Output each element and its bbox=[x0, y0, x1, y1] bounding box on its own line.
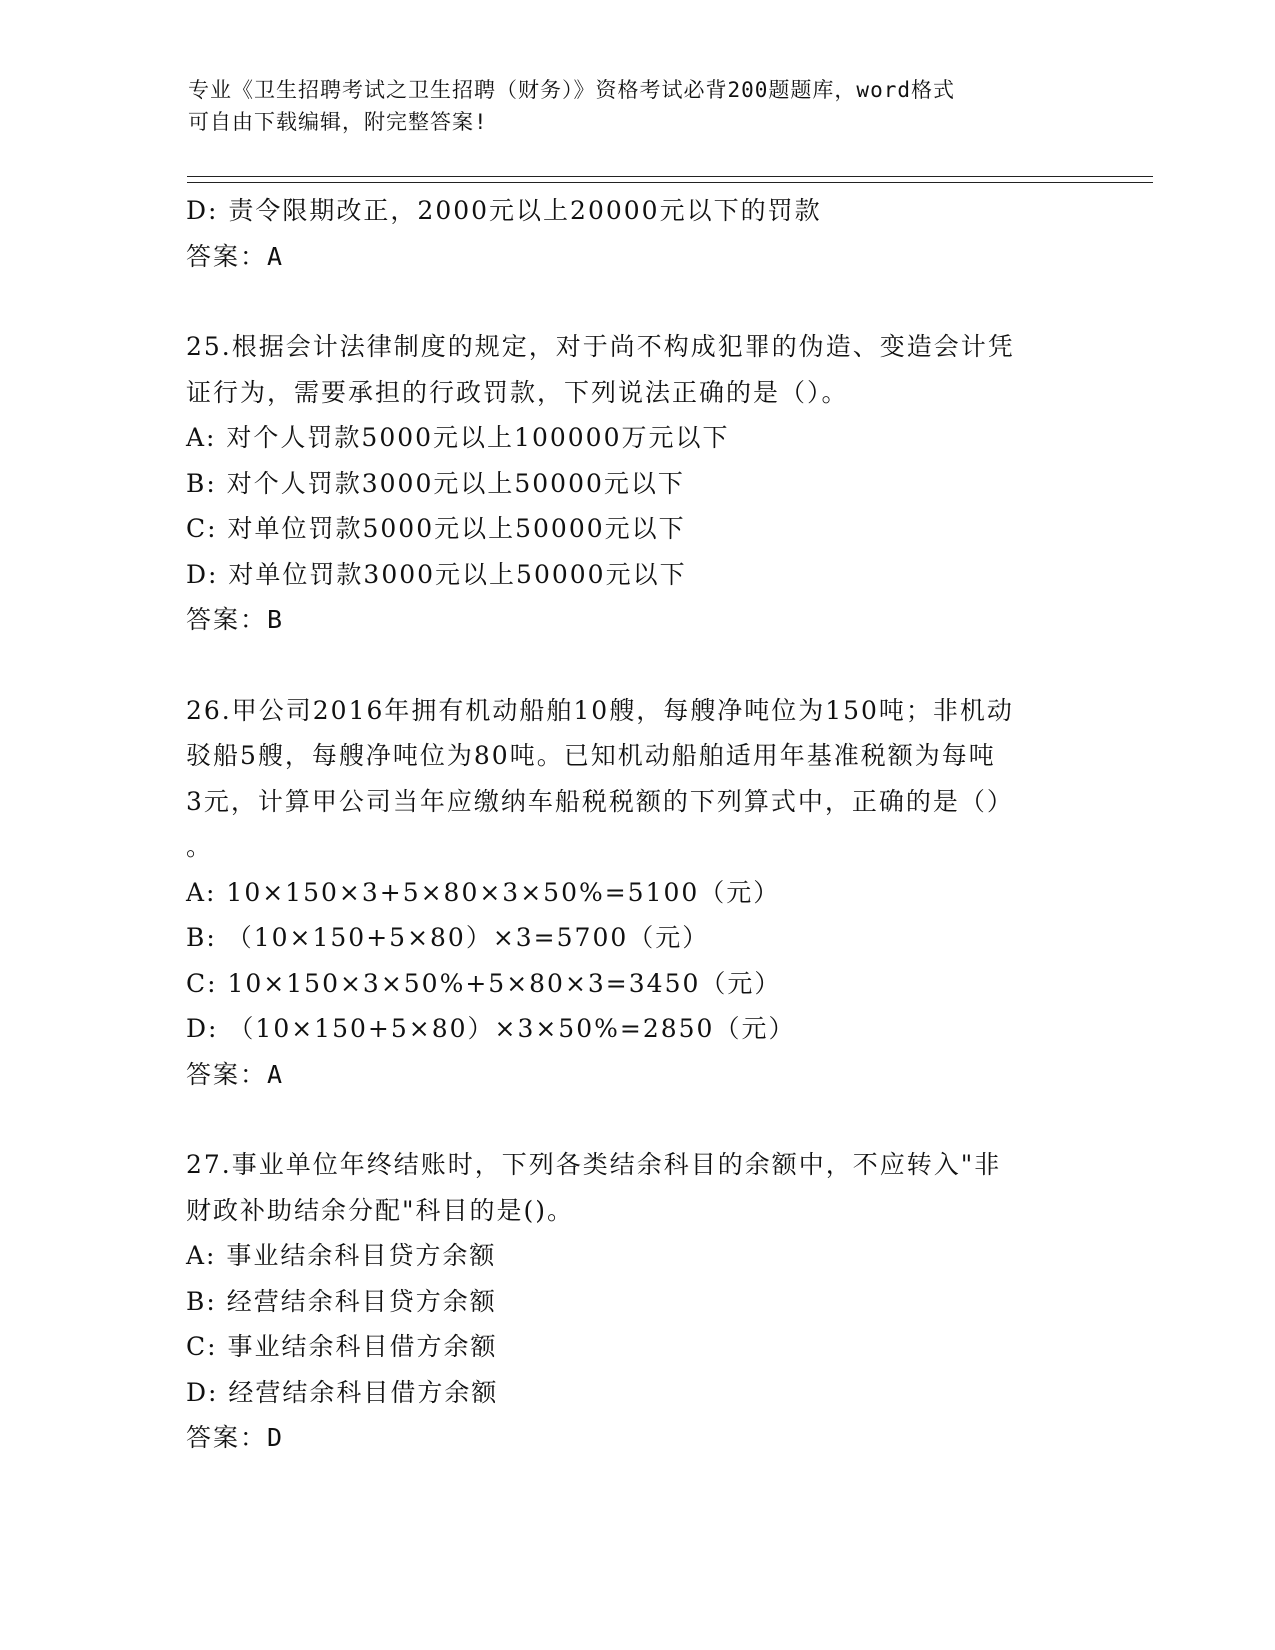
option-d: D: （10×150+5×80）×3×50%=2850（元） bbox=[186, 1014, 796, 1043]
header-divider-bottom bbox=[187, 182, 1153, 183]
question-list bbox=[186, 188, 1086, 1461]
answer-line: 答案：B bbox=[186, 605, 285, 634]
option-b: B: 经营结余科目贷方余额 bbox=[186, 1286, 497, 1316]
question-stem: 26.甲公司2016年拥有机动船舶10艘，每艘净吨位为150吨；非机动 bbox=[186, 695, 1014, 725]
answer-line: 答案：A bbox=[186, 241, 285, 271]
answer-line: 答案：D bbox=[186, 1423, 285, 1452]
option-b: B: 对个人罚款3000元以上50000元以下 bbox=[186, 468, 685, 498]
answer-line: 答案：A bbox=[186, 1059, 285, 1089]
document-header bbox=[188, 74, 1068, 138]
header-title-line1: 专业《卫生招聘考试之卫生招聘（财务）》资格考试必背200题题库，word格式 bbox=[188, 78, 955, 102]
question-stem: 3元，计算甲公司当年应缴纳车船税税额的下列算式中，正确的是（） bbox=[186, 786, 1014, 816]
option-a: A: 事业结余科目贷方余额 bbox=[186, 1241, 497, 1270]
option-d: D: 对单位罚款3000元以上50000元以下 bbox=[186, 559, 687, 589]
question-stem: 财政补助结余分配"科目的是()。 bbox=[186, 1195, 575, 1225]
question-stem: 27.事业单位年终结账时，下列各类结余科目的余额中，不应转入"非 bbox=[186, 1150, 1002, 1179]
header-divider-top bbox=[187, 176, 1153, 177]
question-27 bbox=[186, 1142, 1086, 1461]
question-25 bbox=[186, 324, 1086, 643]
question-stem: 。 bbox=[186, 832, 214, 861]
option-d: D: 责令限期改正，2000元以上20000元以下的罚款 bbox=[186, 196, 822, 225]
option-d: D: 经营结余科目借方余额 bbox=[186, 1377, 499, 1407]
header-title-line2: 可自由下载编辑，附完整答案! bbox=[188, 110, 488, 134]
question-26 bbox=[186, 688, 1086, 1098]
option-c: C: 对单位罚款5000元以上50000元以下 bbox=[186, 514, 686, 543]
option-c: C: 事业结余科目借方余额 bbox=[186, 1332, 498, 1361]
option-a: A: 对个人罚款5000元以上100000万元以下 bbox=[186, 423, 730, 452]
question-stem: 证行为，需要承担的行政罚款，下列说法正确的是（）。 bbox=[186, 377, 849, 407]
question-stem: 25.根据会计法律制度的规定，对于尚不构成犯罪的伪造、变造会计凭 bbox=[186, 332, 1015, 361]
spacer bbox=[186, 279, 1086, 324]
option-c: C: 10×150×3×50%+5×80×3=3450（元） bbox=[186, 968, 782, 998]
question-stem: 驳船5艘，每艘净吨位为80吨。已知机动船舶适用年基准税额为每吨 bbox=[186, 741, 996, 770]
spacer bbox=[186, 643, 1086, 688]
option-a: A: 10×150×3+5×80×3×50%=5100（元） bbox=[186, 877, 781, 907]
question-24-tail bbox=[186, 188, 1086, 279]
option-b: B: （10×150+5×80）×3=5700（元） bbox=[186, 923, 710, 952]
spacer bbox=[186, 1097, 1086, 1142]
